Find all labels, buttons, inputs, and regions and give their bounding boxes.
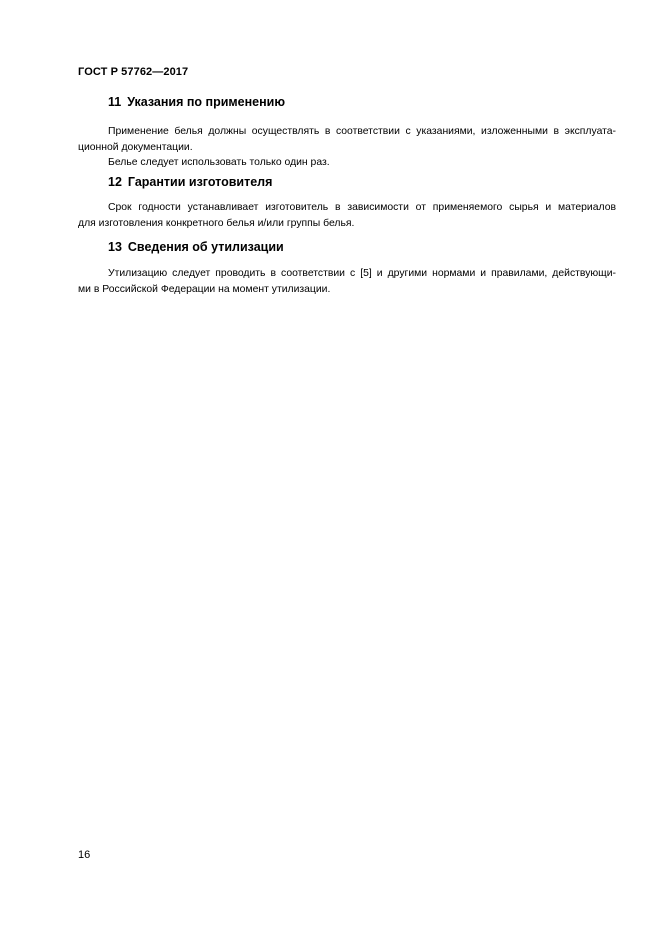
section-title: Гарантии изготовителя: [127, 175, 273, 189]
section-13-paragraph-1: [78, 266, 616, 297]
section-number: 12: [108, 175, 122, 189]
section-heading-13: [108, 240, 284, 254]
text-line: для изготовления конкретного белья и/или группы белья.: [78, 217, 355, 229]
section-number: 13: [108, 240, 122, 254]
section-title: Указания по применению: [127, 95, 286, 109]
text-line: ми в Российской Федерации на момент утилизации.: [78, 283, 331, 295]
section-11-paragraph-2: [78, 155, 616, 171]
section-12-paragraph-1: [78, 200, 616, 231]
text-line: Применение белья должны осуществлять в соответствии с указаниями, изложенными в эксплуата-: [108, 126, 616, 137]
page-number: 16: [78, 849, 91, 861]
section-11-paragraph-1: [78, 124, 616, 155]
text-line: Утилизацию следует проводить в соответствии с [5] и другими нормами и правилами, действующи-: [108, 268, 616, 279]
text-line: Белье следует использовать только один раз.: [108, 157, 330, 168]
section-heading-11: [108, 95, 285, 109]
document-code: ГОСТ Р 57762—2017: [78, 66, 189, 78]
section-heading-12: [108, 175, 272, 189]
section-title: Сведения об утилизации: [127, 240, 284, 254]
text-line: Срок годности устанавливает изготовитель в зависимости от применяемого сырья и материалов: [108, 202, 616, 213]
section-number: 11: [108, 95, 122, 109]
text-line: ционной документации.: [78, 141, 193, 153]
